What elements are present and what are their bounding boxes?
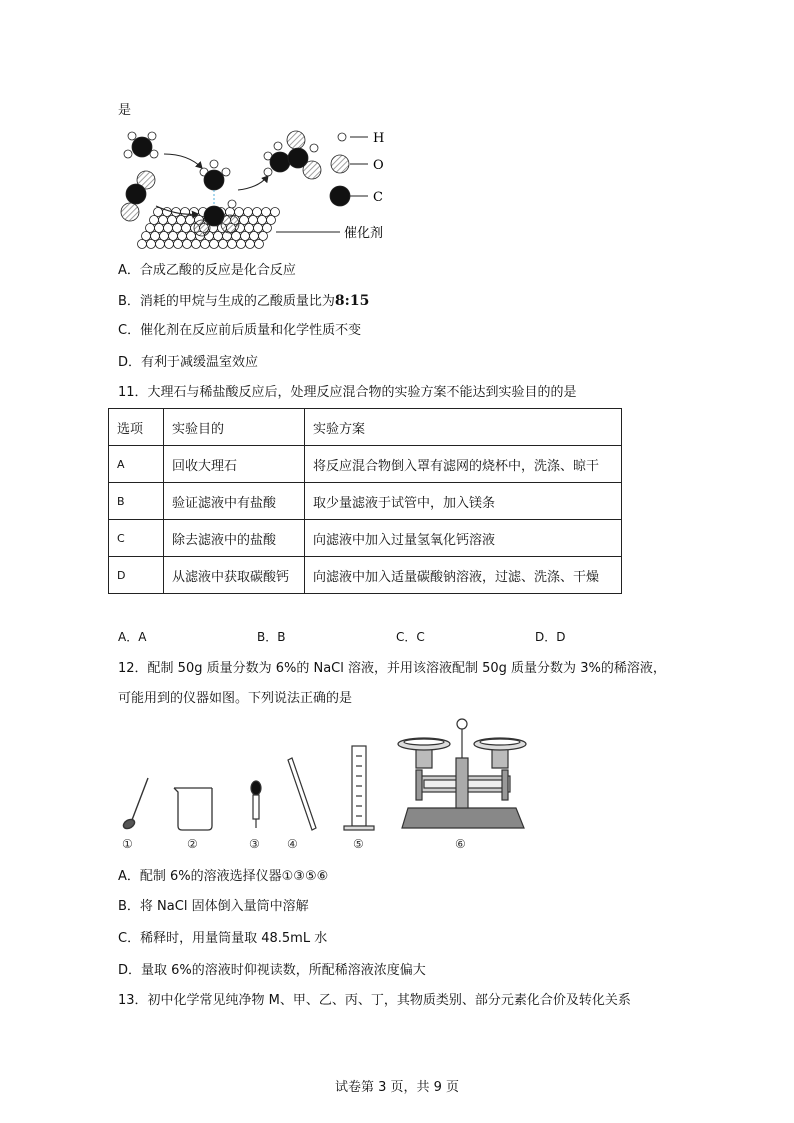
legend-o xyxy=(331,155,384,173)
mass-ratio: 8:15 xyxy=(334,293,370,309)
table-cell: D xyxy=(109,557,164,594)
svg-text:H: H xyxy=(373,131,385,146)
intermediate-molecule xyxy=(194,160,239,236)
table-cell: 取少量滤液于试管中，加入镁条 xyxy=(305,483,622,520)
table-cell: C xyxy=(109,520,164,557)
q11-answer-d: D．D xyxy=(535,630,566,644)
legend-h xyxy=(338,131,384,146)
q10-option-b xyxy=(118,292,369,311)
table-row xyxy=(109,446,622,483)
graduated-cylinder xyxy=(344,746,374,830)
q12-stem-line2: 可能用到的仪器如图。下列说法正确的是 xyxy=(118,691,353,706)
acetic-acid-molecule xyxy=(264,131,321,179)
table-cell: 向滤液中加入过量氢氧化钙溶液 xyxy=(305,520,622,557)
reaction-arrow xyxy=(164,154,202,168)
table-header-cell: 实验目的 xyxy=(164,409,305,446)
q10-option-a: A．合成乙酸的反应是化合反应 xyxy=(118,263,296,278)
lab-instruments-figure xyxy=(112,716,542,852)
table-header-cell: 选项 xyxy=(109,409,164,446)
table-cell: B xyxy=(109,483,164,520)
q12-option-b: B．将 NaCl 固体倒入量筒中溶解 xyxy=(118,899,309,914)
instrument-label: ④ xyxy=(287,837,298,851)
q12-stem-line1: 12．配制 50g 质量分数为 6%的 NaCl 溶液，并用该溶液配制 50g 质量分数为 3%的稀溶液， xyxy=(118,661,666,676)
q13-stem: 13．初中化学常见纯净物 M、甲、乙、丙、丁，其物质类别、部分元素化合价及转化关系 xyxy=(118,993,631,1008)
table-row xyxy=(109,520,622,557)
catalyst-label: 催化剂 xyxy=(344,226,384,241)
table-row xyxy=(109,483,622,520)
table-header-row xyxy=(109,409,622,446)
instrument-label: ⑤ xyxy=(353,837,364,851)
table-cell: 从滤液中获取碳酸钙 xyxy=(164,557,305,594)
page-footer: 试卷第 3 页，共 9 页 xyxy=(334,1080,460,1095)
dropper xyxy=(251,781,261,828)
reaction-arrow xyxy=(238,176,268,190)
co2-molecule xyxy=(121,171,155,221)
instrument-label: ③ xyxy=(249,837,260,851)
q12-option-d: D．量取 6%的溶液时仰视读数，所配稀溶液浓度偏大 xyxy=(118,963,426,978)
q12-option-a: A．配制 6%的溶液选择仪器①③⑤⑥ xyxy=(118,869,329,884)
q10-stem-end: 是 xyxy=(118,103,132,118)
q10-option-b-text: B．消耗的甲烷与生成的乙酸质量比为 xyxy=(118,294,335,309)
table-cell: 回收大理石 xyxy=(164,446,305,483)
table-cell: 向滤液中加入适量碳酸钠溶液，过滤、洗涤、干燥 xyxy=(305,557,622,594)
instrument-label: ⑥ xyxy=(455,837,466,851)
table-row xyxy=(109,557,622,594)
q11-table xyxy=(108,408,622,594)
legend-c xyxy=(330,186,383,206)
table-cell: A xyxy=(109,446,164,483)
svg-text:C: C xyxy=(373,190,383,205)
methane-molecule xyxy=(124,132,158,158)
svg-text:O: O xyxy=(373,158,384,173)
q11-answer-c: C．C xyxy=(396,630,425,644)
table-cell: 除去滤液中的盐酸 xyxy=(164,520,305,557)
q11-stem: 11．大理石与稀盐酸反应后，处理反应混合物的实验方案不能达到实验目的的是 xyxy=(118,385,577,400)
table-cell: 验证滤液中有盐酸 xyxy=(164,483,305,520)
q11-answer-a: A．A xyxy=(118,630,147,644)
q11-answer-b: B．B xyxy=(257,630,286,644)
instrument-label: ① xyxy=(122,837,133,851)
medicine-spoon xyxy=(122,778,148,830)
table-header-cell: 实验方案 xyxy=(305,409,622,446)
table-cell: 将反应混合物倒入罩有滤网的烧杯中，洗涤、晾干 xyxy=(305,446,622,483)
balance-scale xyxy=(398,719,526,828)
q10-option-c: C．催化剂在反应前后质量和化学性质不变 xyxy=(118,323,362,338)
beaker xyxy=(174,788,212,830)
glass-rod xyxy=(288,758,316,830)
q10-option-d: D．有利于减缓温室效应 xyxy=(118,355,259,370)
q12-option-c: C．稀释时，用量筒量取 48.5mL 水 xyxy=(118,931,328,946)
reaction-mechanism-figure xyxy=(118,124,398,254)
instrument-label: ② xyxy=(187,837,198,851)
